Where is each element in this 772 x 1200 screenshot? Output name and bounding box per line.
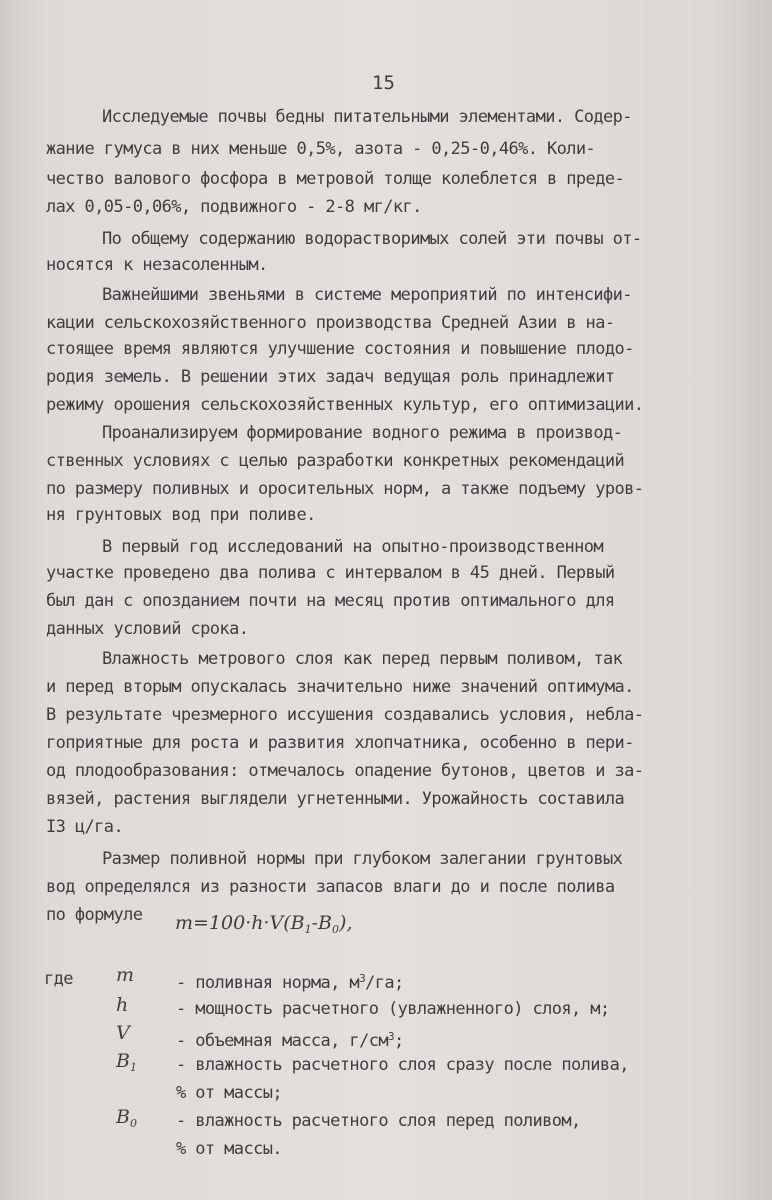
text-line: В первый год исследований на опытно-производственном: [102, 537, 604, 557]
text-line: лах 0,05-0,06%, подвижного - 2-8 мг/кг.: [46, 197, 422, 217]
text-line: Влажность метрового слоя как перед первым поливом, так: [102, 649, 623, 669]
text-line: носятся к незасоленным.: [46, 255, 268, 275]
definition-text-continued: % от массы.: [176, 1139, 282, 1159]
page-number: 15: [372, 72, 395, 94]
symbol-h: h: [116, 994, 129, 1016]
text-line: ня грунтовых вод при поливе.: [46, 505, 316, 525]
text-line: по формуле: [46, 905, 143, 925]
text-line: по размеру поливных и оросительных норм, а также подъему уров-: [46, 479, 644, 499]
text-line: вод определялся из разности запасов влаги до и после полива: [46, 877, 615, 897]
formula-lhs: m: [175, 912, 194, 934]
text-line: и перед вторым опускалась значительно ниже значений оптимума.: [46, 677, 634, 697]
text-line: В результате чрезмерного иссушения создавались условия, небла-: [46, 705, 644, 725]
symbol-m: m: [116, 964, 135, 986]
where-label: где: [44, 969, 73, 989]
text-line: По общему содержанию водорастворимых солей эти почвы от-: [102, 229, 642, 249]
text-line: чество валового фосфора в метровой толще колеблется в преде-: [46, 169, 625, 189]
text-line: од плодообразования: отмечалось опадение бутонов, цветов и за-: [46, 761, 644, 781]
definition-text: - влажность расчетного слоя перед поливом,: [176, 1111, 581, 1131]
text-line: Важнейшими звеньями в системе мероприятий по интенсифи-: [102, 285, 632, 305]
text-line: вязей, растения выглядели угнетенными. Урожайность составила: [46, 789, 625, 809]
formula-rhs: ),: [339, 912, 353, 934]
formula-rhs: =100·h·V(B: [193, 912, 305, 934]
text-line: ственных условиях с целью разработки конкретных рекомендаций: [46, 451, 625, 471]
definition-text: - мощность расчетного (увлажненного) слоя, м;: [176, 999, 610, 1019]
symbol-b0: $B_0$: [116, 1106, 137, 1130]
text-line: Исследуемые почвы бедны питательными элементами. Содер-: [102, 107, 632, 127]
irrigation-norm-formula: [175, 912, 352, 936]
text-line: кации сельскохозяйственного производства Средней Азии в на-: [46, 313, 615, 333]
text-line: жание гумуса в них меньше 0,5%, азота - 0,25-0,46%. Коли-: [46, 139, 596, 159]
formula-sub-1: 1: [304, 923, 312, 936]
definition-text: - поливная норма, $м^3/га$;: [176, 972, 404, 993]
text-line: Размер поливной нормы при глубоком залегании грунтовых: [102, 849, 623, 869]
text-line: режиму орошения сельскохозяйственных культур, его оптимизации.: [46, 395, 644, 415]
formula-rhs: -B: [311, 912, 333, 934]
text-line: родия земель. В решении этих задач ведущая роль принадлежит: [46, 367, 615, 387]
definition-text: - влажность расчетного слоя сразу после полива,: [176, 1055, 629, 1075]
text-line: I3 ц/га.: [46, 817, 124, 837]
definition-text-continued: % от массы;: [176, 1083, 282, 1103]
symbol-b1: $B_1$: [116, 1050, 137, 1074]
text-line: гоприятные для роста и развития хлопчатника, особенно в пери-: [46, 733, 634, 753]
definition-text: - объемная масса, $г/см^3$;: [176, 1030, 404, 1051]
formula-sub-0: 0: [332, 923, 340, 936]
text-line: данных условий срока.: [46, 619, 249, 639]
text-line: участке проведено два полива с интервалом в 45 дней. Первый: [46, 563, 615, 583]
symbol-v: V: [116, 1022, 130, 1044]
text-line: был дан с опозданием почти на месяц против оптимального для: [46, 591, 615, 611]
text-line: Проанализируем формирование водного режима в производ-: [102, 423, 623, 443]
text-line: стоящее время являются улучшение состояния и повышение плодо-: [46, 339, 634, 359]
